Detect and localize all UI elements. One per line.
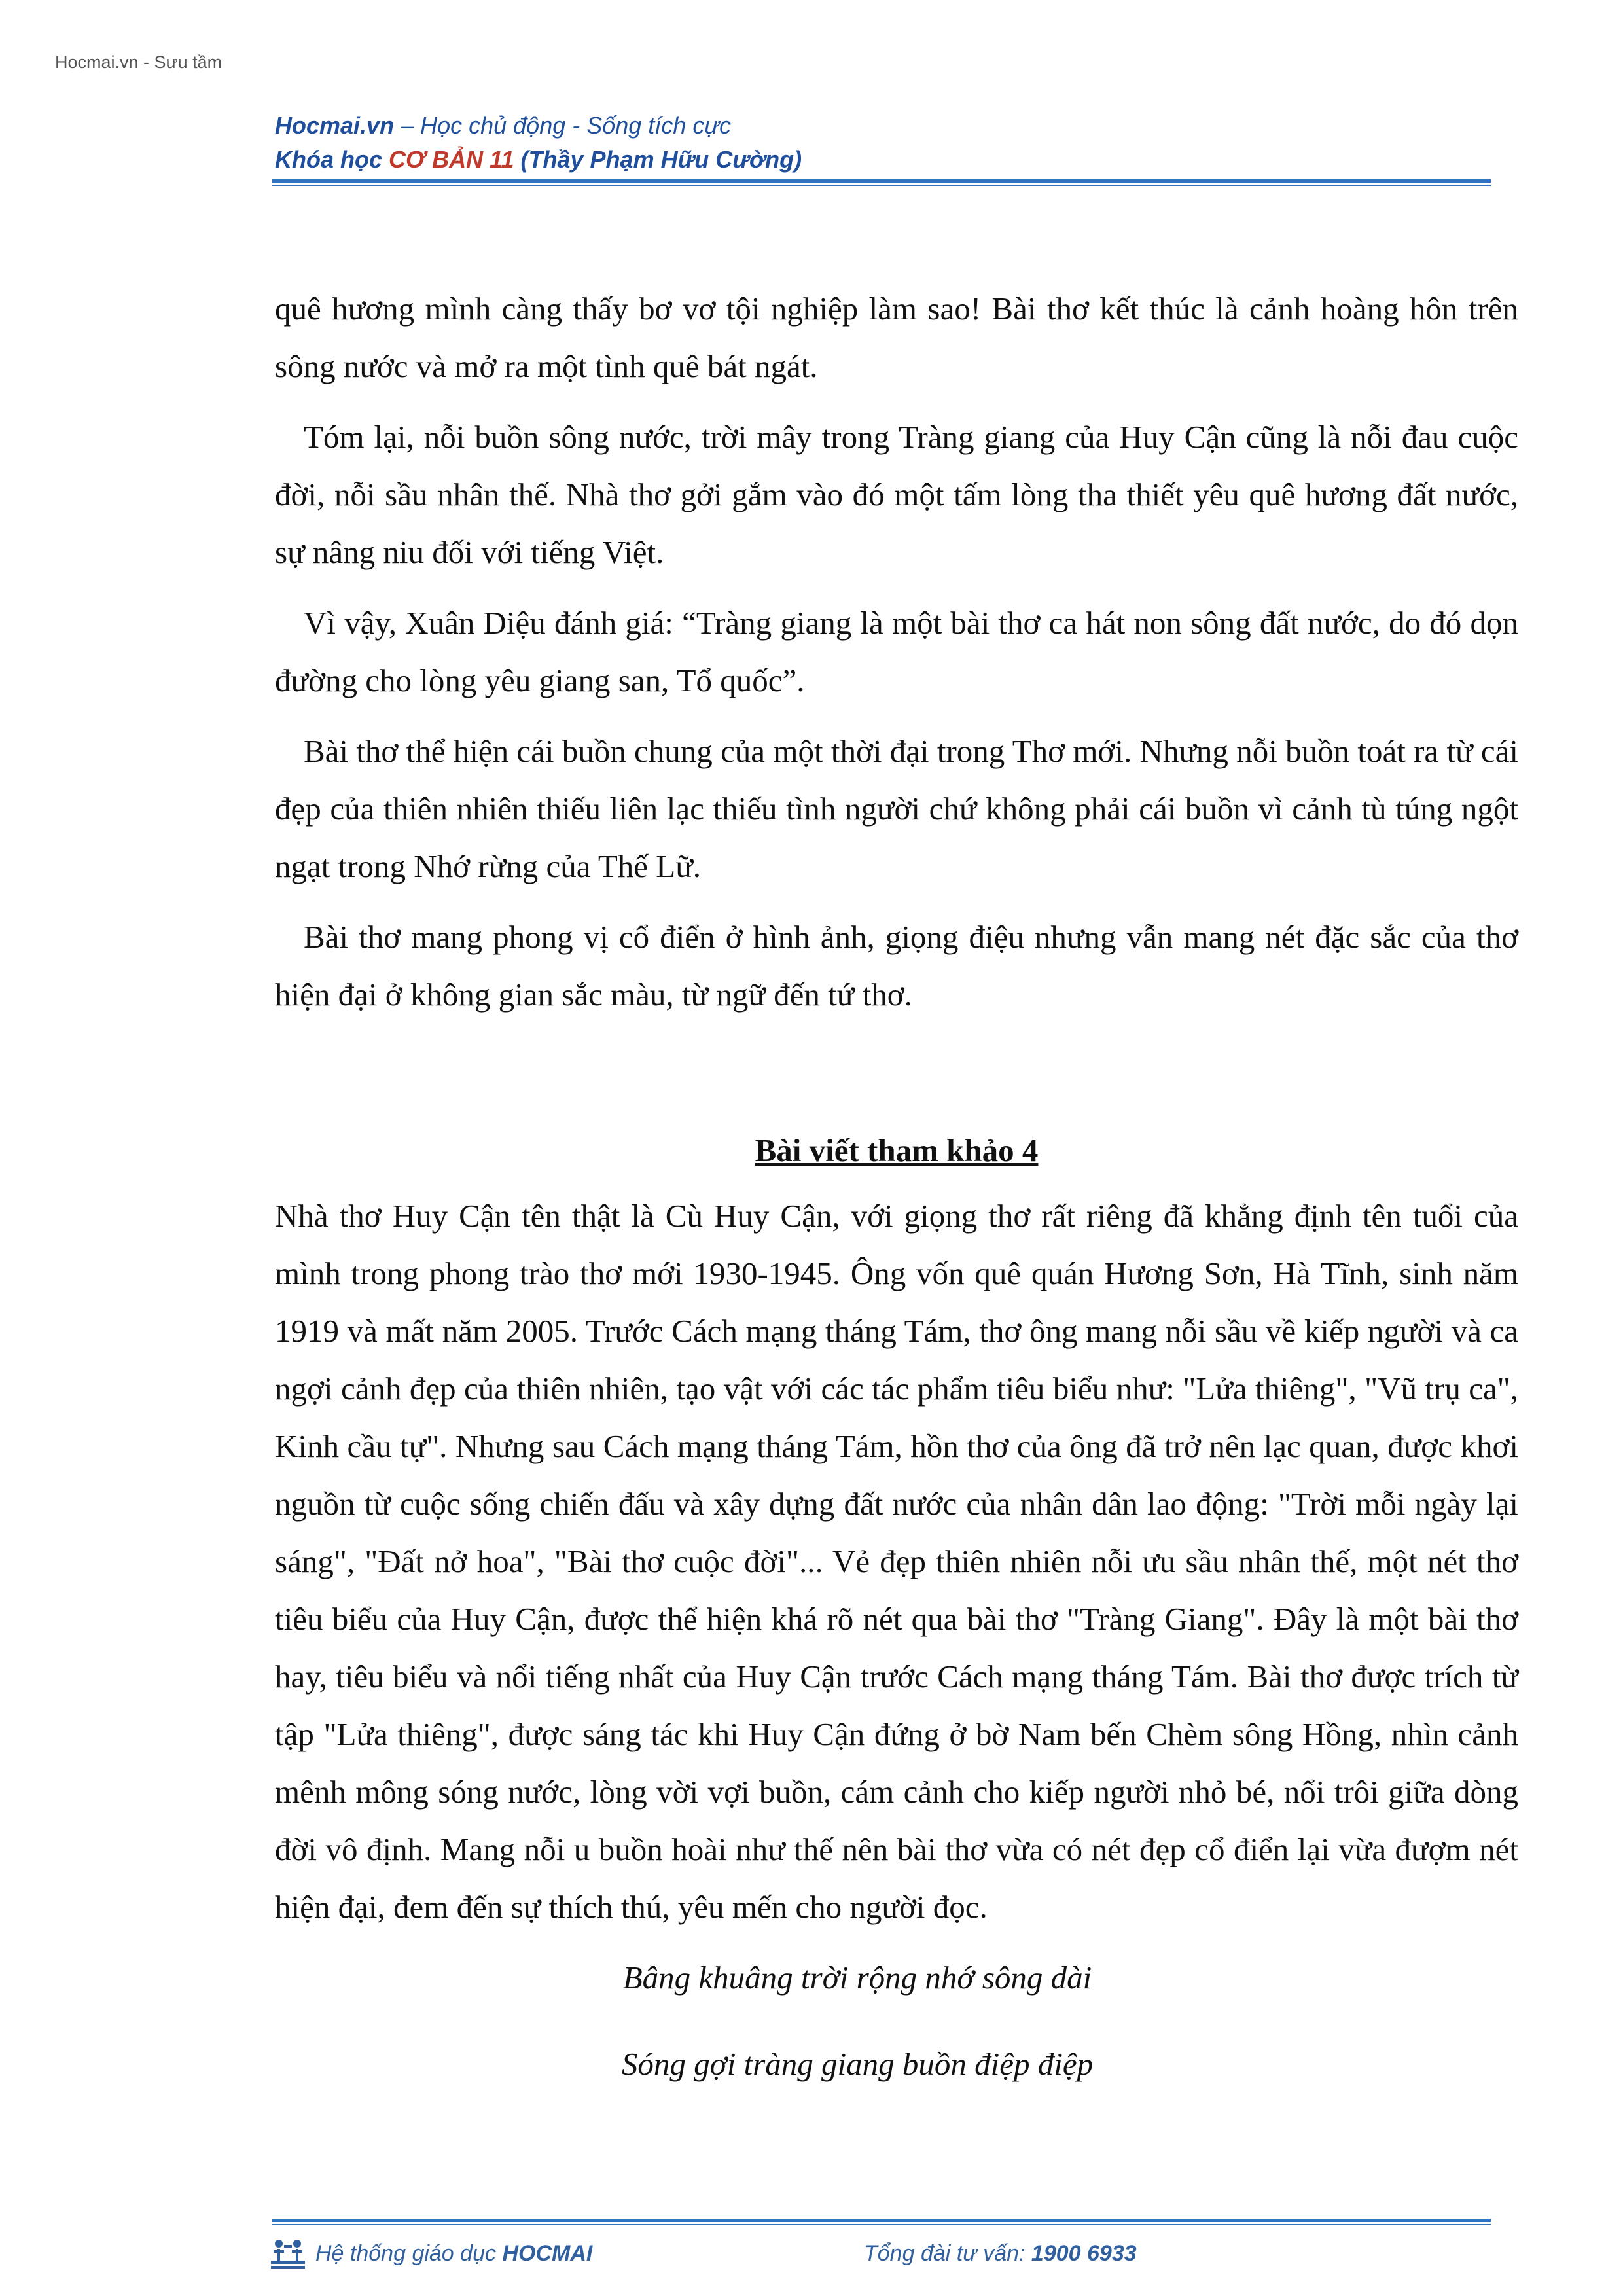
hocmai-logo-icon (268, 2234, 308, 2274)
footer-system-prefix: Hệ thống giáo dục (315, 2241, 503, 2266)
page-header (275, 109, 802, 177)
section-title: Bài viết tham khảo 4 (755, 1132, 1039, 1168)
brand-name: Hocmai.vn (275, 112, 395, 139)
paragraph: Vì vậy, Xuân Diệu đánh giá: “Tràng giang là một bài thơ ca hát non sông đất nước, do đó dọn đường cho lòng yêu giang san, Tổ quốc”. (275, 605, 1518, 698)
page-footer (268, 2234, 1492, 2276)
course-level: CƠ BẢN 11 (389, 146, 514, 173)
course-prefix: Khóa học (275, 146, 389, 173)
footer-divider (272, 2219, 1491, 2225)
poem-line: Sóng gợi tràng giang buồn điệp điệp (621, 2046, 1094, 2082)
essay-paragraph: Nhà thơ Huy Cận tên thật là Cù Huy Cận, với giọng thơ rất riêng đã khẳng định tên tuổi của mình trong phong trào thơ mới 1930-1945. Ông vốn quê quán Hương Sơn, Hà Tĩnh, sinh năm 1919 và mất năm 2005. Trước Cách mạng tháng Tám, thơ ông mang nỗi sầu về kiếp người và ca ngợi cảnh đẹp của thiên nhiên, tạo vật với các tác phẩm tiêu biểu như: "Lửa thiêng", "Vũ trụ ca", Kinh cầu tự". Nhưng sau Cách mạng tháng Tám, hồn thơ của ông đã trở nên lạc quan, được khơi nguồn từ cuộc sống chiến đấu và xây dựng đất nước của nhân dân lao động: "Trời mỗi ngày lại sáng", "Đất nở hoa", "Bài thơ cuộc đời"... Vẻ đẹp thiên nhiên nỗi ưu sầu nhân thế, một nét thơ tiêu biểu của Huy Cận, được thể hiện khá rõ nét qua bài thơ "Tràng Giang". Đây là một bài thơ hay, tiêu biểu và nổi tiếng nhất của Huy Cận trước Cách mạng tháng Tám. Bài thơ được trích từ tập "Lửa thiêng", được sáng tác khi Huy Cận đứng ở bờ Nam bến Chèm sông Hồng, nhìn cảnh mênh mông sóng nước, lòng vời vợi buồn, cám cảnh cho kiếp người nhỏ bé, nổi trôi giữa dòng đời vô định. Mang nỗi u buồn hoài như thế nên bài thơ vừa có nét đẹp cổ điển lại vừa đượm nét hiện đại, đem đến sự thích thú, yêu mến cho người đọc. (275, 1198, 1518, 1925)
course-teacher: (Thầy Phạm Hữu Cường) (514, 146, 802, 173)
paragraph: Bài thơ mang phong vị cổ điển ở hình ảnh, giọng điệu nhưng vẫn mang nét đặc sắc của thơ hiện đại ở không gian sắc màu, từ ngữ đến tứ thơ. (275, 919, 1518, 1013)
paragraph: Tóm lại, nỗi buồn sông nước, trời mây trong Tràng giang của Huy Cận cũng là nỗi đau cuộc đời, nỗi sầu nhân thế. Nhà thơ gởi gắm vào đó một tấm lòng tha thiết yêu quê hương đất nước, sự nâng niu đối với tiếng Việt. (275, 419, 1518, 570)
document-body (275, 280, 1518, 2122)
brand-tagline: – Học chủ động - Sống tích cực (394, 112, 732, 139)
paragraph: Bài thơ thể hiện cái buồn chung của một thời đại trong Thơ mới. Nhưng nỗi buồn toát ra từ cái đẹp của thiên nhiên thiếu liên lạc thiếu tình người chứ không phải cái buồn vì cảnh tù túng ngột ngạt trong Nhớ rừng của Thế Lữ. (275, 733, 1518, 884)
footer-hotline (864, 2241, 1137, 2267)
header-line-1 (275, 109, 802, 143)
header-line-2 (275, 143, 802, 177)
footer-hotline-number: 1900 6933 (1031, 2241, 1137, 2266)
paragraph: quê hương mình càng thấy bơ vơ tội nghiệp làm sao! Bài thơ kết thúc là cảnh hoàng hôn trên sông nước và mở ra một tình quê bát ngát. (275, 291, 1518, 384)
footer-system-name: HOCMAI (502, 2241, 593, 2266)
footer-hotline-label: Tổng đài tư vấn: (864, 2241, 1031, 2266)
poem-line: Bâng khuâng trời rộng nhớ sông dài (622, 1960, 1092, 1996)
footer-system (315, 2241, 592, 2267)
header-divider (272, 179, 1491, 186)
watermark-text: Hocmai.vn - Sưu tầm (55, 52, 223, 72)
